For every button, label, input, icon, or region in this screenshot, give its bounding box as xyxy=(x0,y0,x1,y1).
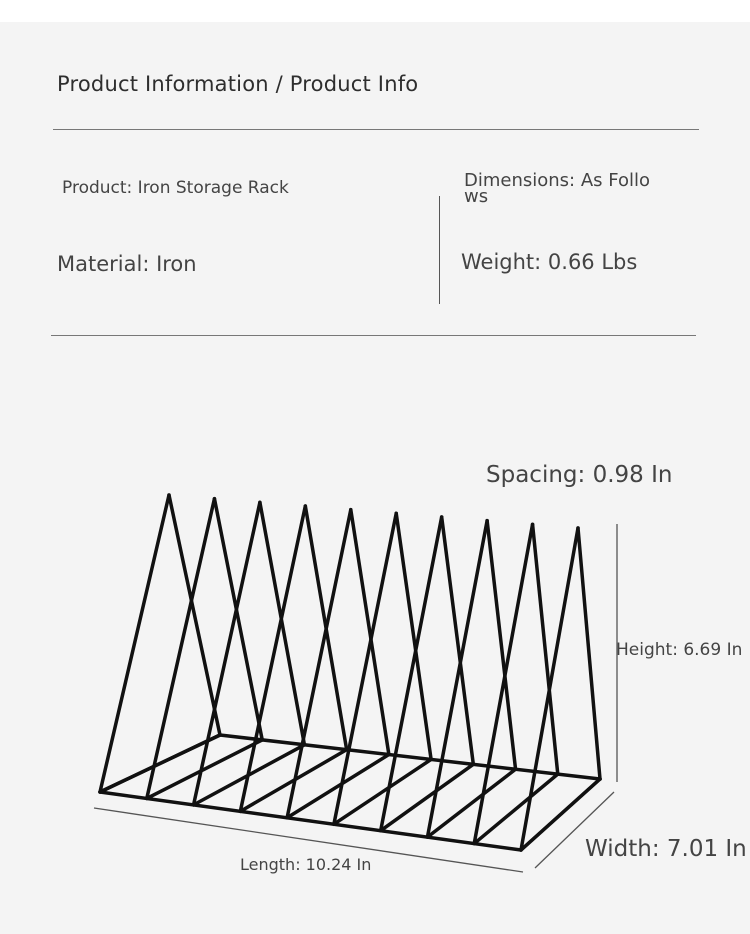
product-name: Product: Iron Storage Rack xyxy=(62,178,289,198)
base-cross-wire xyxy=(381,764,474,830)
divider-front-wire xyxy=(287,510,351,818)
page-title: Product Information / Product Info xyxy=(57,72,419,96)
dimensions-label: Dimensions: As Follows xyxy=(464,170,650,207)
divider-back-wire xyxy=(533,524,558,774)
base-cross-wire xyxy=(427,769,515,837)
base-front-rail xyxy=(100,792,521,850)
divider-front-wire xyxy=(381,517,442,831)
divider-front-wire xyxy=(521,528,578,850)
divider-front-wire xyxy=(474,524,532,843)
divider-front-wire xyxy=(334,513,396,824)
divider-back-wire xyxy=(169,495,220,735)
height-label: Height: 6.69 In xyxy=(616,640,743,660)
divider-front-wire xyxy=(427,521,487,837)
length-label: Length: 10.24 In xyxy=(240,855,372,874)
weight-label: Weight: 0.66 Lbs xyxy=(461,250,638,274)
spacing-label: Spacing: 0.98 In xyxy=(486,462,673,488)
width-label: Width: 7.01 In xyxy=(585,836,747,862)
divider-back-wire xyxy=(214,499,262,740)
material-label: Material: Iron xyxy=(57,252,197,276)
divider-back-wire xyxy=(578,528,600,779)
storage-rack-image xyxy=(100,495,600,850)
